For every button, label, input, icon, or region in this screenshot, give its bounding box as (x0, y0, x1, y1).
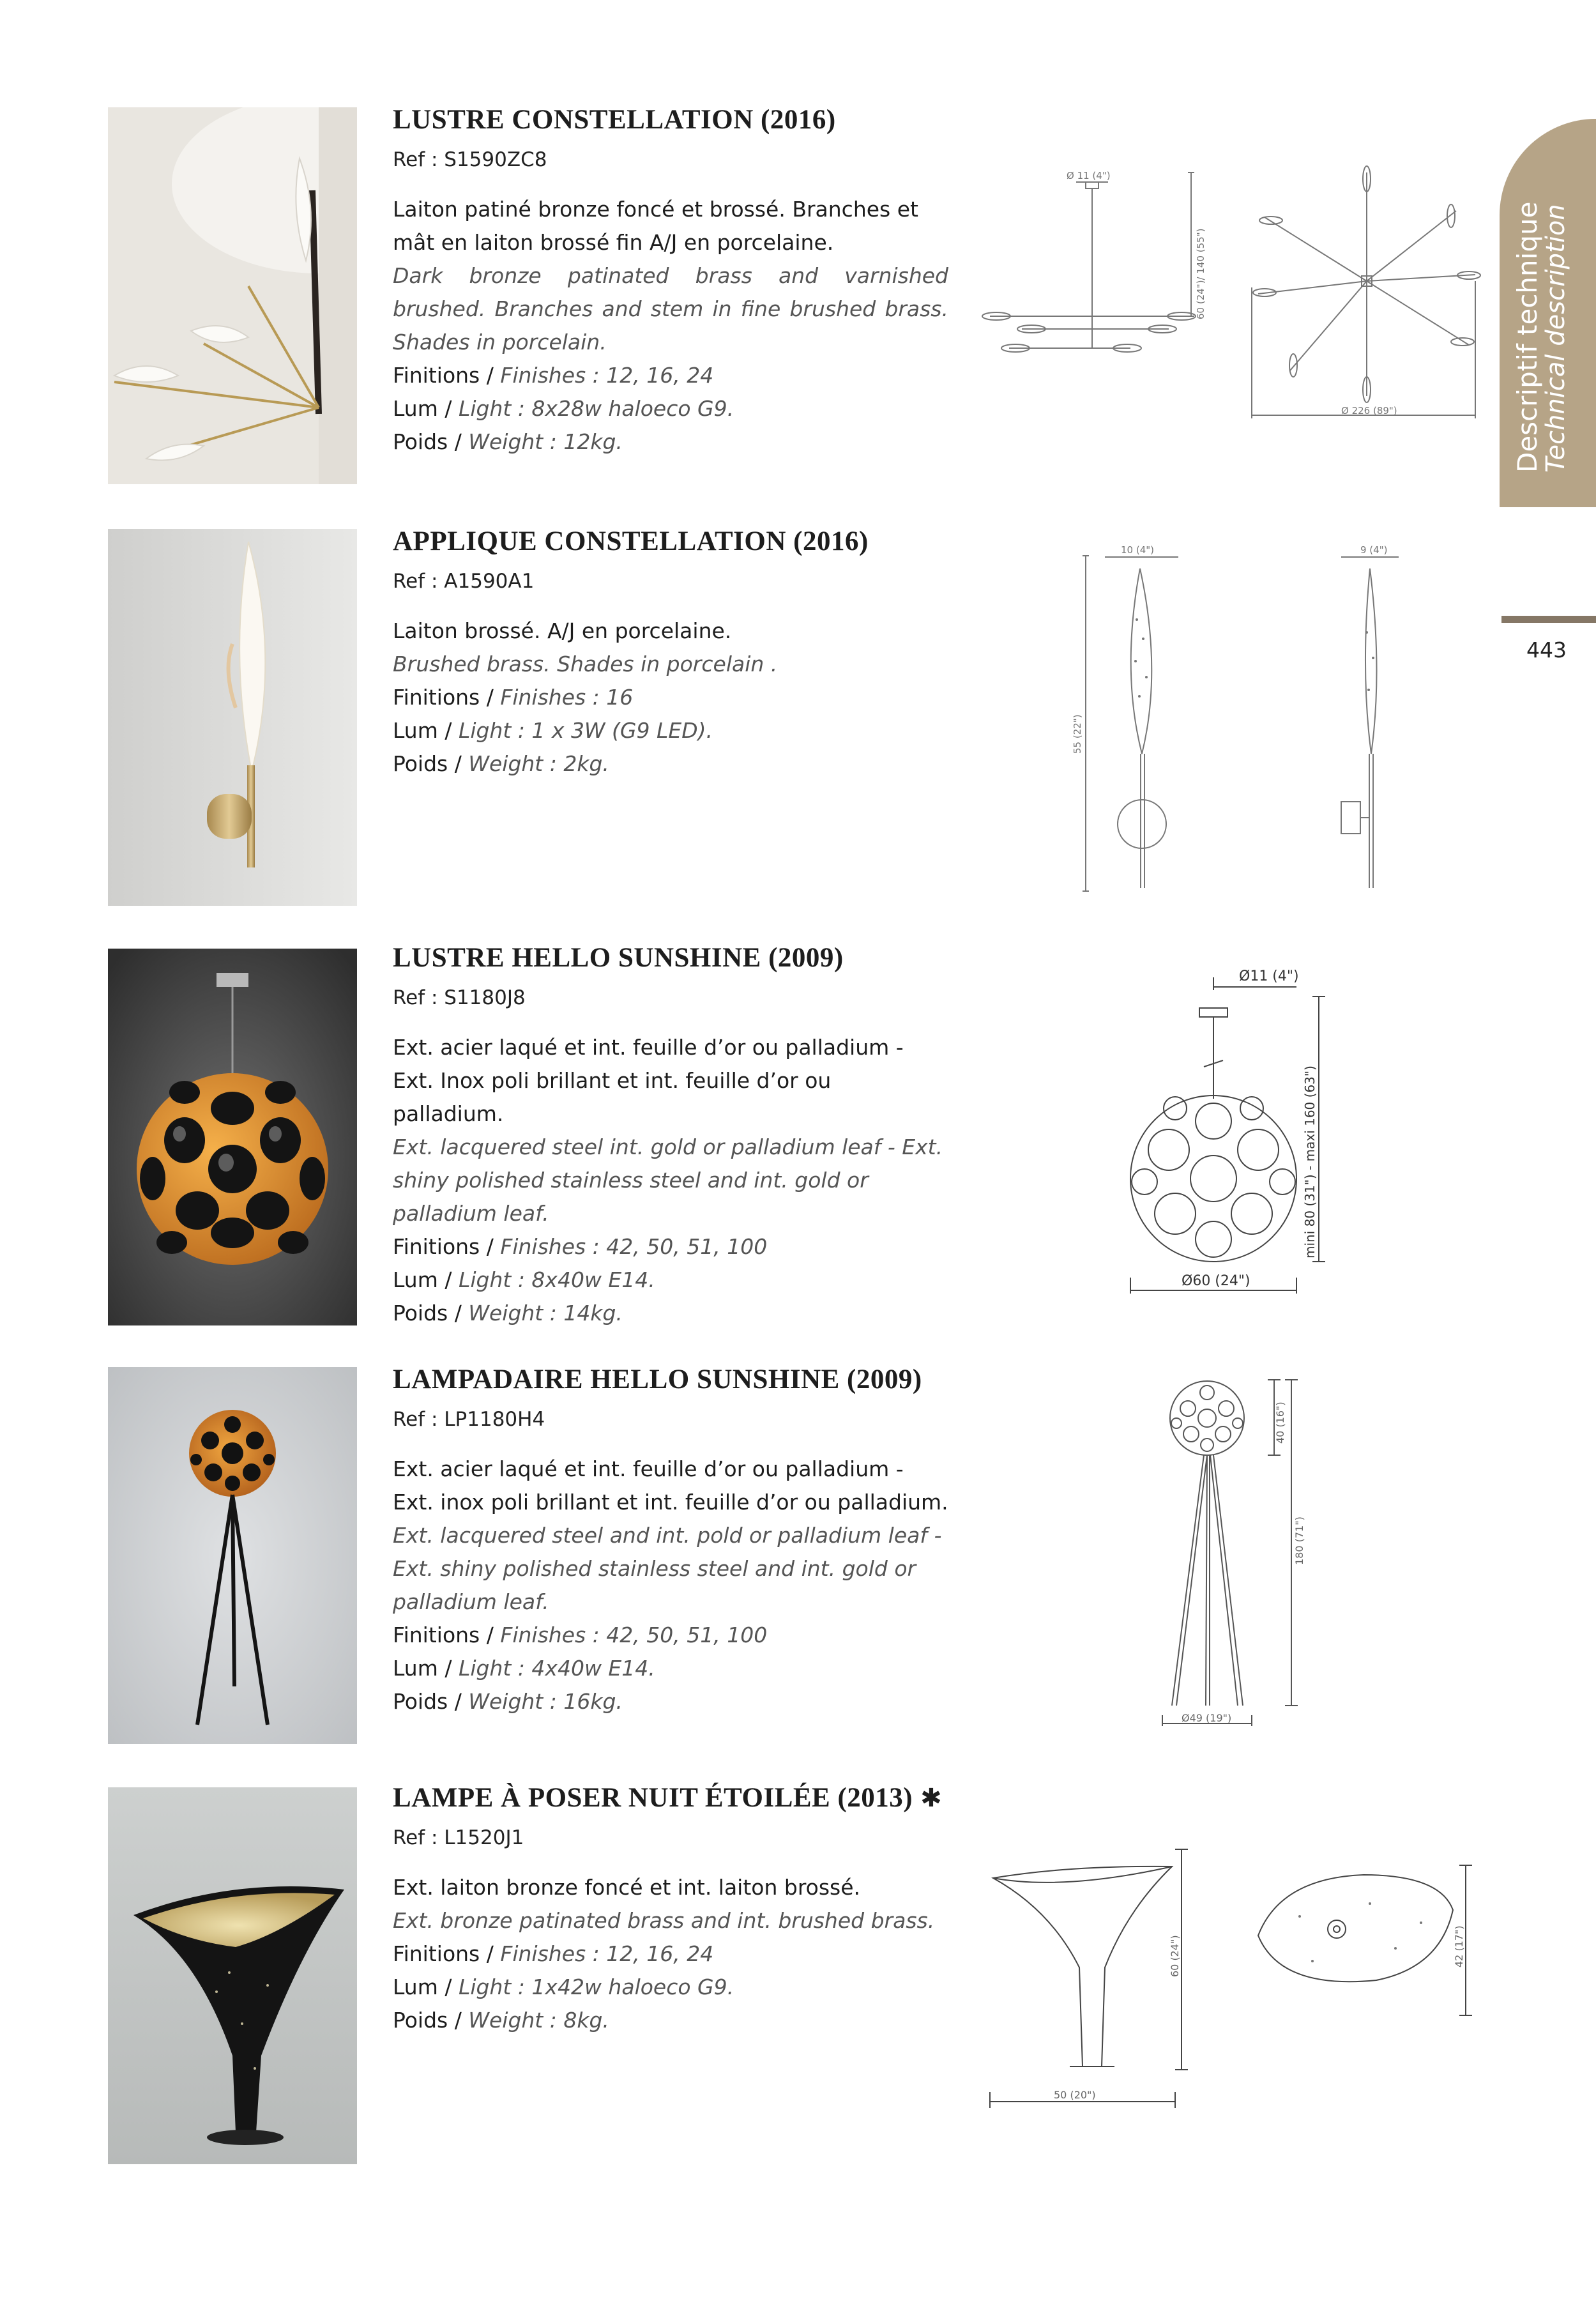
weight-line (393, 1297, 948, 1330)
product-info-lampadaire-hello-sunshine (393, 1361, 948, 1718)
dimension-label: 42 (17") (1453, 1925, 1465, 1967)
finishes-label: Finitions / (393, 1941, 494, 1966)
finishes-line (393, 1230, 948, 1264)
technical-drawing-applique-constellation (1060, 543, 1463, 901)
dimension-label: Ø 226 (89") (1341, 405, 1397, 416)
finishes-label: Finitions / (393, 363, 494, 388)
dimension-label: mini 80 (31") - maxi 160 (63") (1302, 1066, 1318, 1258)
dimension-label: 10 (4") (1121, 544, 1155, 556)
product-description (393, 1453, 948, 1718)
light-value: Light : 1x42w haloeco G9. (458, 1974, 734, 1999)
light-value: Light : 4x40w E14. (458, 1656, 655, 1681)
light-value: Light : 1 x 3W (G9 LED). (458, 718, 713, 743)
light-line (393, 714, 948, 747)
dimension-label: Ø49 (19") (1182, 1712, 1232, 1724)
description-en: Brushed brass. Shades in porcelain . (393, 652, 778, 676)
product-description (393, 615, 948, 781)
weight-line (393, 425, 948, 459)
product-ref: Ref : L1520J1 (393, 1826, 524, 1849)
finishes-value: Finishes : 12, 16, 24 (500, 363, 714, 388)
finishes-value: Finishes : 42, 50, 51, 100 (500, 1623, 768, 1647)
applique-constellation-image (108, 529, 357, 906)
dimension-label: 60 (24") (1169, 1935, 1181, 1977)
light-line (393, 1264, 948, 1297)
product-ref: Ref : S1590ZC8 (393, 148, 547, 171)
product-title: APPLIQUE CONSTELLATION (2016) (393, 526, 869, 556)
dimension-label: 60 (24")/ 140 (55") (1195, 228, 1206, 319)
dimension-label: 180 (71") (1293, 1516, 1305, 1565)
product-ref: Ref : LP1180H4 (393, 1408, 545, 1431)
product-title (393, 1779, 948, 1817)
product-photo-applique-constellation (108, 529, 357, 906)
lustre-constellation-image (108, 107, 357, 484)
product-info-lustre-constellation (393, 101, 948, 459)
light-label: Lum / (393, 718, 452, 743)
light-label: Lum / (393, 1656, 452, 1681)
product-info-applique-constellation (393, 523, 948, 781)
weight-line (393, 1685, 948, 1718)
dimension-label: Ø11 (4") (1239, 968, 1299, 984)
dimension-label: 40 (16") (1274, 1402, 1286, 1444)
weight-value: Weight : 14kg. (468, 1301, 623, 1325)
light-label: Lum / (393, 1267, 452, 1292)
light-line (393, 392, 948, 425)
product-info-lustre-hello-sunshine (393, 939, 948, 1330)
dimension-label: Ø 11 (4") (1067, 170, 1111, 181)
finishes-label: Finitions / (393, 1234, 494, 1259)
finishes-line (393, 1619, 948, 1652)
product-info-lampe-nuit-etoilee (393, 1779, 948, 2037)
product-title: LUSTRE HELLO SUNSHINE (2009) (393, 943, 844, 973)
finishes-line (393, 359, 948, 392)
light-line (393, 1652, 948, 1685)
dimension-label: 55 (22") (1072, 714, 1083, 754)
section-title-fr: Descriptif technique (1512, 201, 1543, 473)
product-ref: Ref : S1180J8 (393, 986, 526, 1009)
technical-drawing-lampe-nuit-etoilee (980, 1840, 1478, 2121)
finishes-value: Finishes : 12, 16, 24 (500, 1941, 714, 1966)
finishes-label: Finitions / (393, 1623, 494, 1647)
technical-drawing-lustre-constellation (971, 160, 1482, 428)
weight-line (393, 747, 948, 781)
weight-value: Weight : 2kg. (468, 751, 609, 776)
description-fr: Ext. acier laqué et int. feuille d’or ou palladium - Ext. inox poli brillant et int. feuille d’or ou palladium. (393, 1456, 948, 1515)
lampe-nuit-etoilee-drawing (980, 1840, 1478, 2121)
light-label: Lum / (393, 396, 452, 421)
weight-line (393, 2004, 948, 2037)
description-fr: Laiton patiné bronze foncé et brossé. Branches et mât en laiton brossé fin A/J en porcelaine. (393, 197, 918, 255)
finishes-label: Finitions / (393, 685, 494, 710)
technical-drawing-lampadaire-hello-sunshine (1124, 1373, 1335, 1731)
lampe-nuit-etoilee-image (108, 1787, 357, 2164)
product-title: LUSTRE CONSTELLATION (2016) (393, 105, 836, 135)
lustre-hello-sunshine-drawing (1105, 958, 1360, 1303)
description-fr: Ext. acier laqué et int. feuille d’or ou palladium - Ext. Inox poli brillant et int. feuille d’or ou palladium. (393, 1035, 904, 1126)
applique-constellation-drawing (1060, 543, 1463, 901)
lustre-constellation-drawing (971, 160, 1482, 428)
weight-label: Poids / (393, 2008, 462, 2033)
weight-label: Poids / (393, 751, 462, 776)
product-description (393, 1871, 948, 2037)
finishes-value: Finishes : 42, 50, 51, 100 (500, 1234, 768, 1259)
weight-value: Weight : 8kg. (468, 2008, 609, 2033)
description-fr: Laiton brossé. A/J en porcelaine. (393, 618, 732, 643)
product-title: LAMPADAIRE HELLO SUNSHINE (2009) (393, 1364, 922, 1394)
dimension-label: 50 (20") (1054, 2089, 1096, 2101)
finishes-value: Finishes : 16 (500, 685, 634, 710)
light-value: Light : 8x28w haloeco G9. (458, 396, 734, 421)
weight-value: Weight : 12kg. (468, 429, 623, 454)
lustre-hello-sunshine-image (108, 949, 357, 1325)
product-title-text: LAMPE À POSER NUIT ÉTOILÉE (2013) (393, 1783, 913, 1813)
technical-drawing-lustre-hello-sunshine (1105, 958, 1360, 1303)
product-photo-lustre-hello-sunshine (108, 949, 357, 1325)
description-en: Ext. bronze patinated brass and int. brushed brass. (393, 1908, 935, 1933)
weight-label: Poids / (393, 1689, 462, 1714)
product-description (393, 1031, 948, 1330)
dimension-label: 9 (4") (1360, 544, 1388, 556)
dimension-label: Ø60 (24") (1182, 1273, 1250, 1289)
lampadaire-hello-sunshine-image (108, 1367, 357, 1744)
section-title-en: Technical description (1541, 204, 1570, 473)
weight-value: Weight : 16kg. (468, 1689, 623, 1714)
product-photo-lampadaire-hello-sunshine (108, 1367, 357, 1744)
description-en: Ext. lacquered steel and int. pold or palladium leaf - Ext. shiny polished stainless steel and int. gold or palladium leaf. (393, 1523, 942, 1614)
lampadaire-hello-sunshine-drawing (1124, 1373, 1335, 1731)
product-photo-lustre-constellation (108, 107, 357, 484)
description-en: Ext. lacquered steel int. gold or palladium leaf - Ext. shiny polished stainless steel and int. gold or palladium leaf. (393, 1134, 943, 1226)
product-ref: Ref : A1590A1 (393, 570, 535, 593)
finishes-line (393, 681, 948, 714)
description-en: Dark bronze patinated brass and varnished brushed. Branches and stem in fine brushed brass. Shades in porcelain. (393, 263, 948, 355)
finishes-line (393, 1937, 948, 1971)
page-number-rule (1501, 616, 1596, 623)
page-number: 443 (1526, 638, 1567, 662)
asterisk-icon: ✱ (920, 1784, 943, 1813)
weight-label: Poids / (393, 429, 462, 454)
light-value: Light : 8x40w E14. (458, 1267, 655, 1292)
weight-label: Poids / (393, 1301, 462, 1325)
description-fr: Ext. laiton bronze foncé et int. laiton brossé. (393, 1875, 861, 1900)
section-tab-label (1514, 202, 1570, 473)
product-photo-lampe-nuit-etoilee (108, 1787, 357, 2164)
light-label: Lum / (393, 1974, 452, 1999)
light-line (393, 1971, 948, 2004)
product-description (393, 193, 948, 459)
